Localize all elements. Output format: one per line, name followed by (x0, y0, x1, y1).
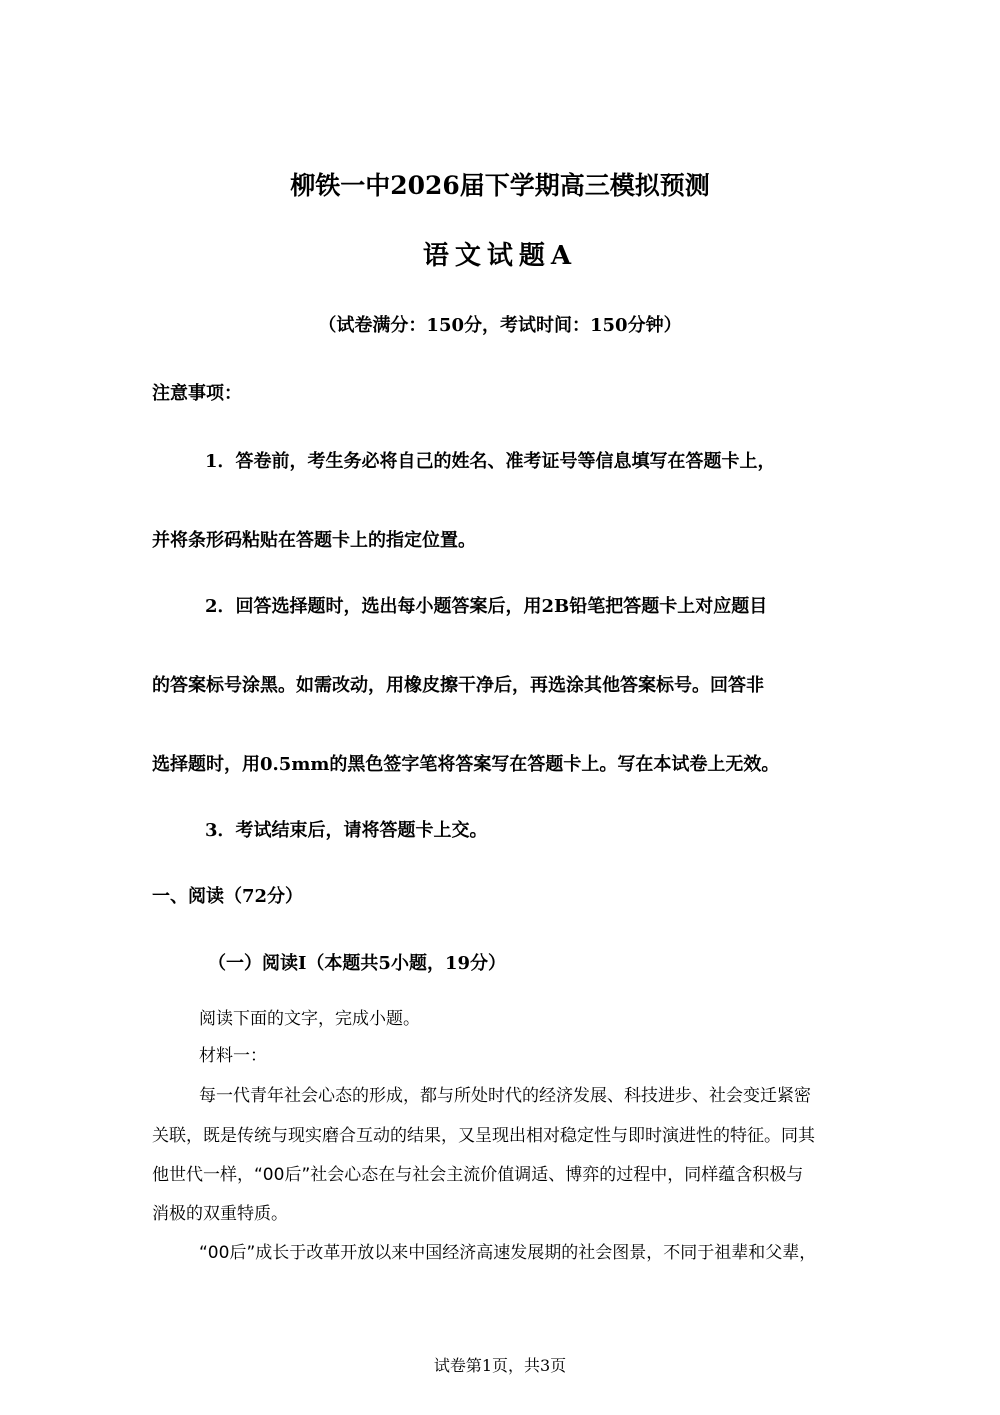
notice-heading: 注意事项： (152, 383, 242, 404)
subsection-heading: （一）阅读Ⅰ（本题共5小题，19分） (208, 953, 506, 974)
paragraph-line: 每一代青年社会心态的形成，都与所处时代的经济发展、科技进步、社会变迁紧密 (199, 1086, 811, 1106)
notice-line: 3．考试结束后，请将答题卡上交。 (205, 820, 488, 841)
subject-title: 语文试题A (422, 241, 578, 271)
paragraph-line: 他世代一样，“00后”社会心态在与社会主流价值调适、博弈的过程中，同样蕴含积极与 (152, 1165, 804, 1185)
reading-instruction: 阅读下面的文字，完成小题。 (199, 1009, 420, 1029)
notice-line: 选择题时，用0.5mm的黑色签字笔将答案写在答题卡上。写在本试卷上无效。 (152, 754, 780, 775)
material-label: 材料一： (199, 1046, 267, 1066)
notice-line: 2．回答选择题时，选出每小题答案后，用2B铅笔把答题卡上对应题目 (205, 596, 768, 617)
notice-line: 1．答卷前，考生务必将自己的姓名、准考证号等信息填写在答题卡上， (205, 451, 776, 472)
paragraph-line: 关联，既是传统与现实磨合互动的结果，又呈现出相对稳定性与即时演进性的特征。同其 (152, 1126, 815, 1146)
page-footer: 试卷第1页，共3页 (433, 1356, 567, 1375)
notice-line: 并将条形码粘贴在答题卡上的指定位置。 (152, 530, 476, 551)
notice-line: 的答案标号涂黑。如需改动，用橡皮擦干净后，再选涂其他答案标号。回答非 (152, 675, 764, 696)
exam-title: 柳铁一中2026届下学期高三模拟预测 (290, 171, 710, 200)
paragraph-line: “00后”成长于改革开放以来中国经济高速发展期的社会图景，不同于祖辈和父辈， (199, 1243, 817, 1263)
score-info: （试卷满分：150分，考试时间：150分钟） (318, 315, 682, 336)
paragraph-line: 消极的双重特质。 (152, 1204, 288, 1224)
section-heading: 一、阅读（72分） (152, 886, 304, 907)
